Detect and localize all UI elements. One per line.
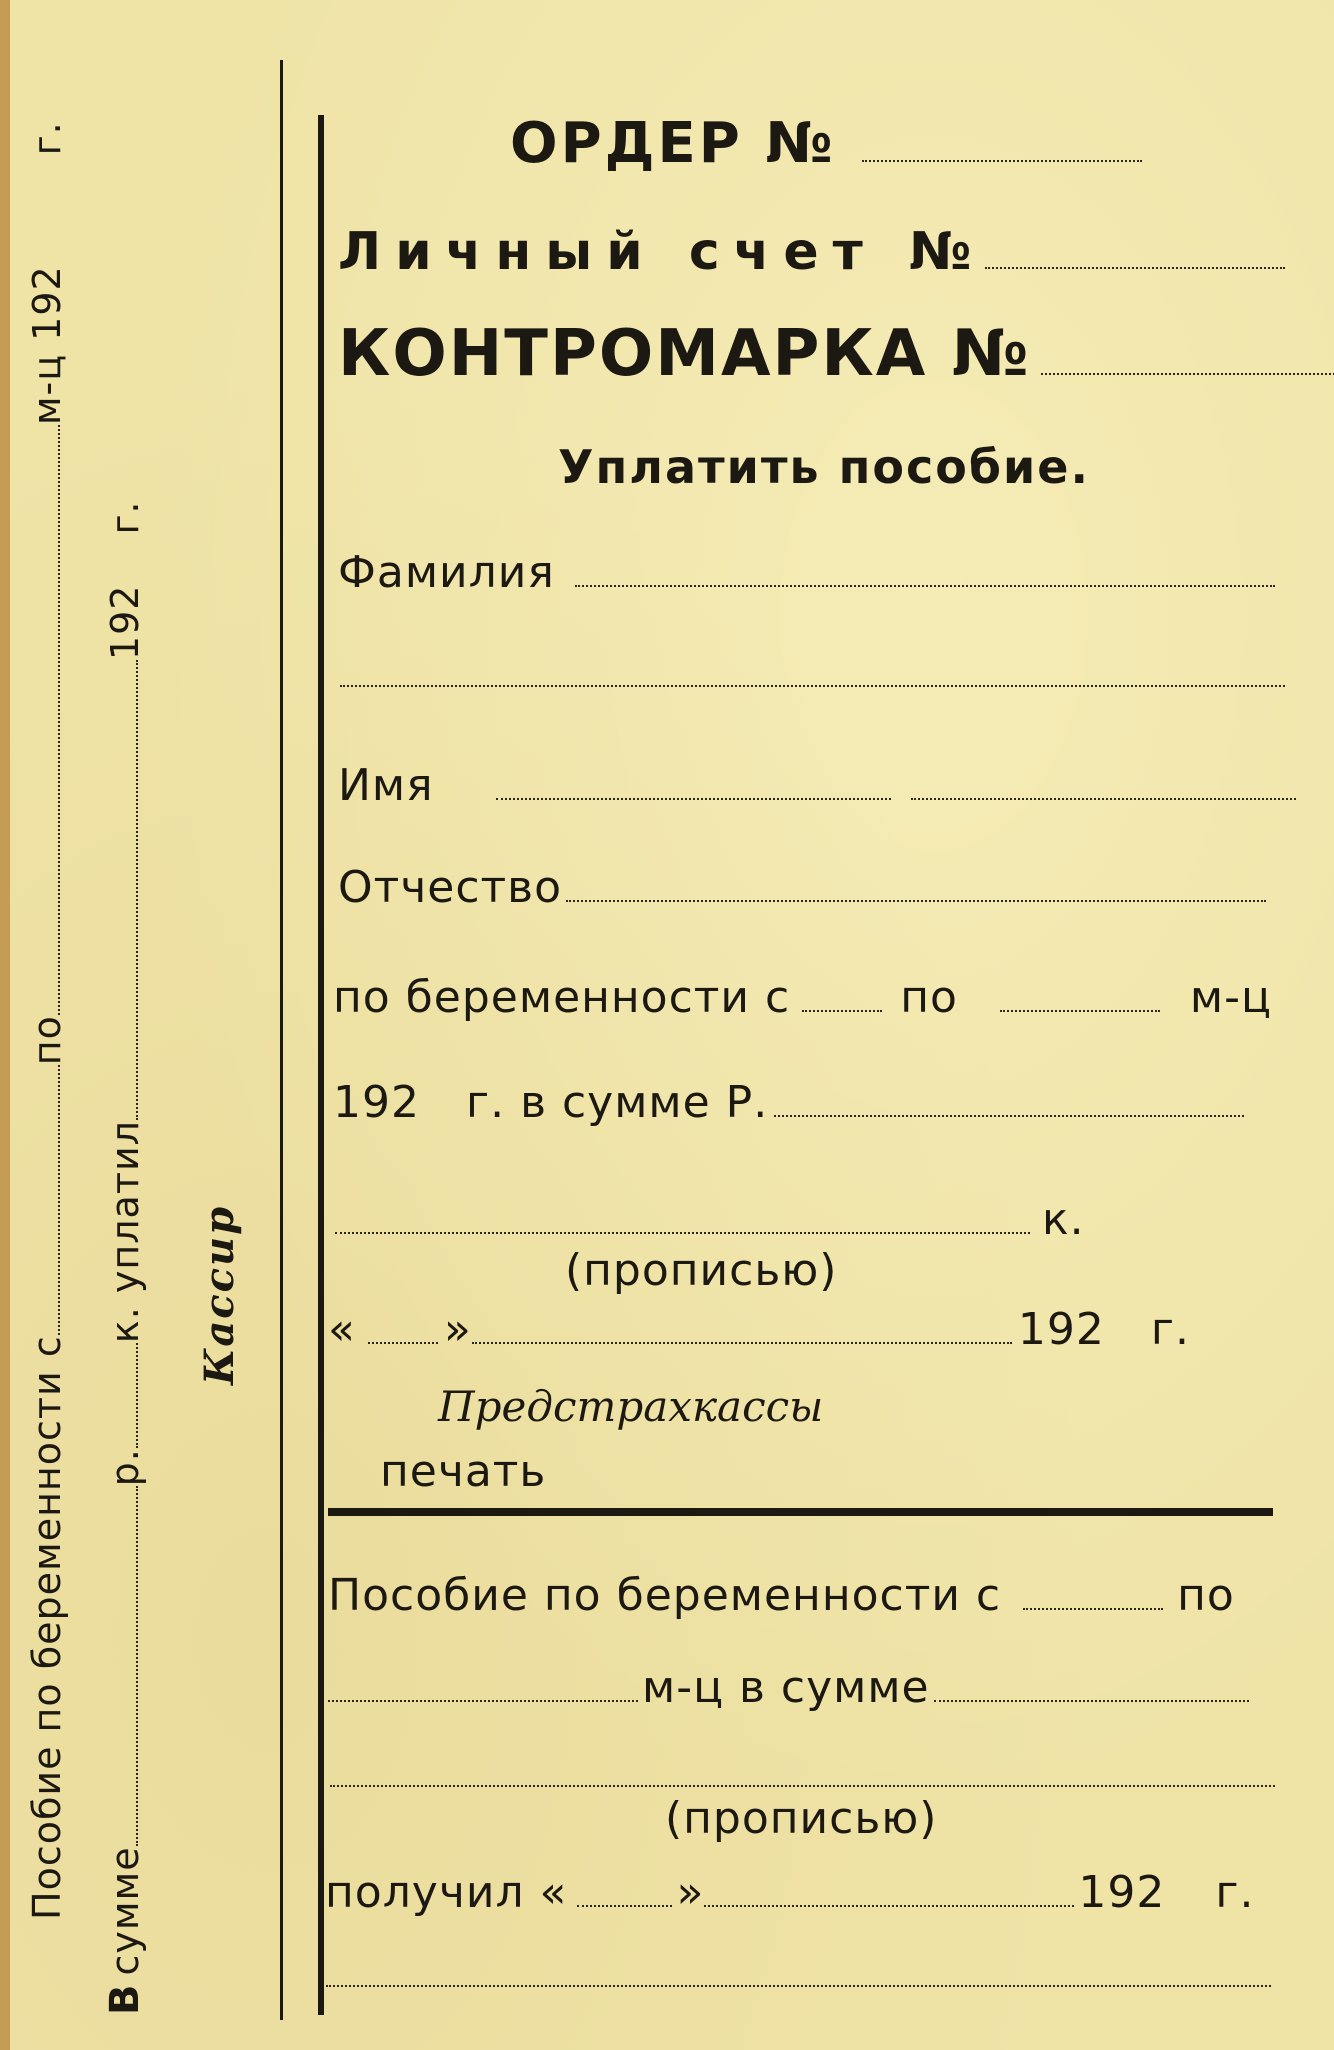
date-line bbox=[328, 1302, 1190, 1355]
stub-line-2 bbox=[100, 500, 148, 2015]
patronymic-line bbox=[338, 860, 1266, 913]
receipt-line-2 bbox=[328, 1660, 1249, 1713]
receipt-year-g: г. bbox=[1215, 1866, 1255, 1918]
order-label: ОРДЕР № bbox=[510, 111, 836, 177]
quote-close: » bbox=[443, 1303, 472, 1355]
receipt-label-a: Пособие по беременности с bbox=[328, 1569, 1002, 1621]
pay-heading bbox=[558, 440, 1090, 494]
fund-text: Предстрахкассы bbox=[438, 1382, 824, 1431]
stub-line2-b: р. bbox=[103, 1448, 148, 1487]
year-sum-line bbox=[333, 1075, 1244, 1128]
date-year: 192 bbox=[1017, 1303, 1105, 1355]
signature-line bbox=[326, 1985, 1271, 1987]
pregnancy-label-b: по bbox=[900, 971, 958, 1023]
received-label: получил « bbox=[325, 1866, 568, 1918]
name-label: Имя bbox=[338, 759, 434, 811]
surname-label: Фамилия bbox=[338, 546, 555, 598]
separator-thin bbox=[280, 60, 283, 2020]
stub-line-1 bbox=[22, 121, 69, 1920]
receipt-quote-close: » bbox=[676, 1866, 705, 1918]
page-edge bbox=[0, 0, 10, 2050]
receipt-divider bbox=[328, 1508, 1273, 1516]
cashier-text: Кассир bbox=[196, 1204, 243, 1385]
kopeck-line bbox=[335, 1192, 1085, 1245]
stub-line1-a: Пособие по беременности с bbox=[25, 1335, 70, 1920]
counter-mark-line bbox=[338, 315, 1334, 391]
in-words-label bbox=[565, 1245, 837, 1296]
stub-line1-b: по bbox=[25, 1015, 70, 1066]
order-line bbox=[510, 110, 1142, 176]
kopeck-label: к. bbox=[1042, 1193, 1085, 1245]
cashier-label bbox=[196, 1205, 243, 1385]
counter-mark-label: КОНТРОМАРКА № bbox=[338, 316, 1031, 391]
receipt-label-b: по bbox=[1177, 1569, 1235, 1621]
pregnancy-label-a: по беременности с bbox=[333, 971, 791, 1023]
stamp-label bbox=[380, 1446, 546, 1497]
receipt-date-line bbox=[325, 1865, 1255, 1918]
stub-line2-e: г. bbox=[103, 500, 148, 535]
date-year-g: г. bbox=[1150, 1303, 1190, 1355]
pregnancy-label-c: м-ц bbox=[1189, 971, 1272, 1023]
year-sum-label: г. в сумме Р. bbox=[465, 1076, 769, 1128]
receipt-year: 192 bbox=[1078, 1866, 1166, 1918]
separator-thick bbox=[318, 115, 324, 2015]
stub-line1-c: м-ц 192 bbox=[25, 265, 70, 426]
stub-line1-d: г. bbox=[25, 121, 70, 156]
account-label: Личный счет № bbox=[338, 221, 986, 282]
name-line bbox=[338, 758, 1296, 811]
pay-text: Уплатить пособие. bbox=[558, 440, 1090, 494]
stamp-text: печать bbox=[380, 1446, 547, 1497]
year-a: 192 bbox=[333, 1076, 420, 1128]
stub-line2-c: к. уплатил bbox=[103, 1120, 148, 1344]
stub-line2-prefix: В bbox=[102, 1983, 149, 2015]
in-words-text: (прописью) bbox=[565, 1245, 838, 1296]
quote-open: « bbox=[328, 1303, 356, 1355]
stub-line2-d: 192 bbox=[103, 584, 148, 661]
receipt-line-1 bbox=[328, 1568, 1235, 1621]
patronymic-label: Отчество bbox=[338, 861, 563, 913]
receipt-sum-label: м-ц в сумме bbox=[642, 1661, 930, 1713]
receipt-blank-line bbox=[330, 1785, 1275, 1787]
fund-label bbox=[438, 1382, 823, 1431]
surname-line bbox=[338, 545, 1275, 598]
account-line bbox=[338, 220, 1285, 282]
pregnancy-line bbox=[333, 970, 1272, 1023]
receipt-in-words-text: (прописью) bbox=[665, 1793, 938, 1844]
surname-continuation bbox=[340, 685, 1285, 687]
receipt-in-words bbox=[665, 1793, 937, 1844]
stub-line2-a: сумме bbox=[103, 1846, 148, 1976]
